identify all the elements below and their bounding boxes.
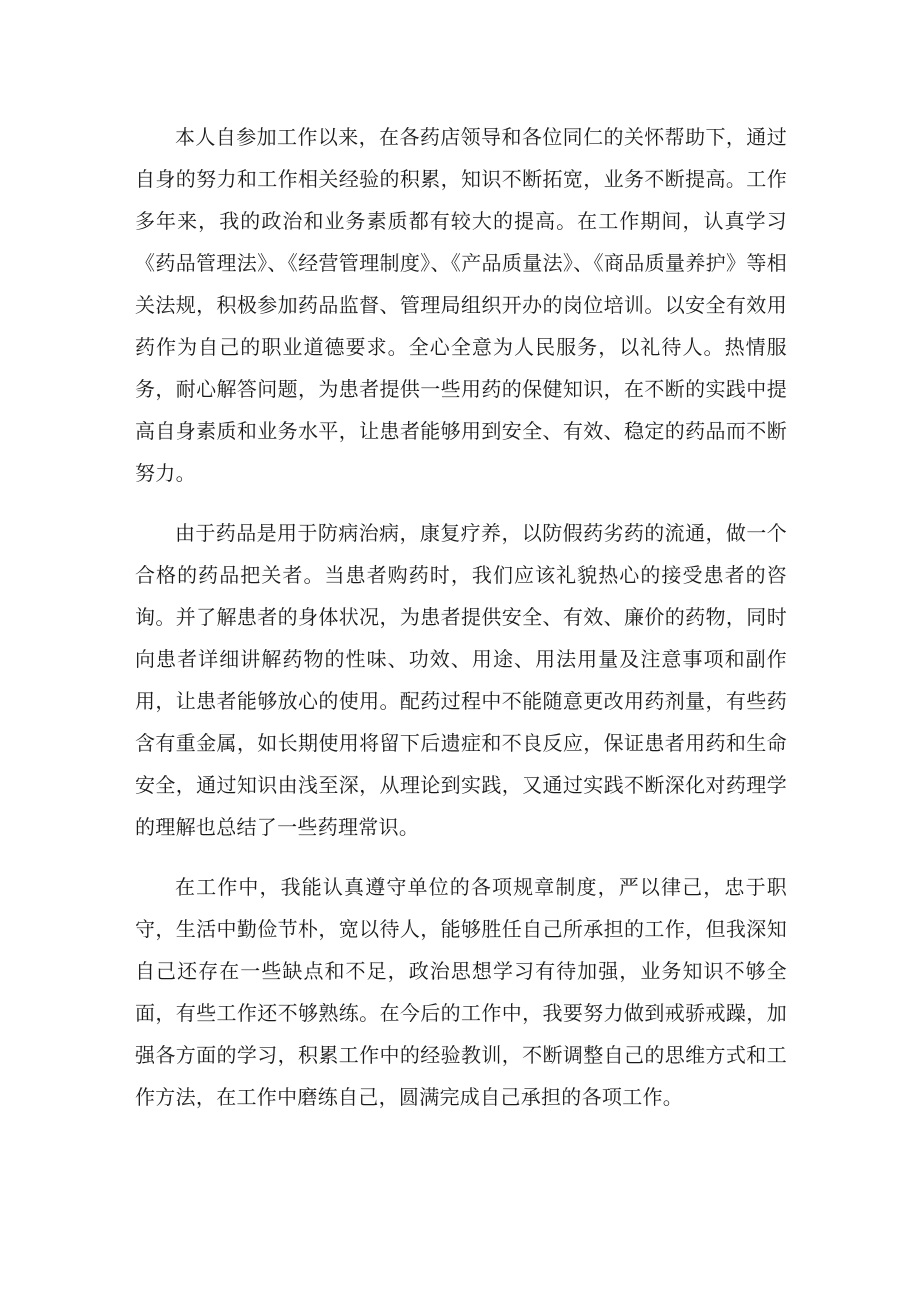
paragraph-3: 在工作中，我能认真遵守单位的各项规章制度，严以律己，忠于职守，生活中勤俭节朴，宽以待人，能够胜任自己所承担的工作，但我深知自己还存在一些缺点和不足，政治思想学习有待加强，业务知识不够全面，有些工作还不够熟练。在今后的工作中，我要努力做到戒骄戒躁，加强各方面的学习，积累工作中的经验教训，不断调整自己的思维方式和工作方法，在工作中磨练自己，圆满完成自己承担的各项工作。 — [135, 875, 787, 1109]
paragraph-1: 本人自参加工作以来，在各药店领导和各位同仁的关怀帮助下，通过自身的努力和工作相关经验的积累，知识不断拓宽，业务不断提高。工作多年来，我的政治和业务素质都有较大的提高。在工作期间，认真学习《药品管理法》、《经营管理制度》、《产品质量法》、《商品质量养护》等相关法规，积极参加药品监督、管理局组织开办的岗位培训。以安全有效用药作为自己的职业道德要求。全心全意为人民服务，以礼待人。热情服务，耐心解答问题，为患者提供一些用药的保健知识，在不断的实践中提高自身素质和业务水平，让患者能够用到安全、有效、稳定的药品而不断努力。 — [135, 125, 787, 485]
document-body — [135, 116, 787, 1136]
paragraph-2: 由于药品是用于防病治病，康复疗养，以防假药劣药的流通，做一个合格的药品把关者。当患者购药时，我们应该礼貌热心的接受患者的咨询。并了解患者的身体状况，为患者提供安全、有效、廉价的药物，同时向患者详细讲解药物的性味、功效、用途、用法用量及注意事项和副作用，让患者能够放心的使用。配药过程中不能随意更改用药剂量，有些药含有重金属，如长期使用将留下后遗症和不良反应，保证患者用药和生命安全，通过知识由浅至深，从理论到实践，又通过实践不断深化对药理学的理解也总结了一些药理常识。 — [135, 521, 787, 839]
